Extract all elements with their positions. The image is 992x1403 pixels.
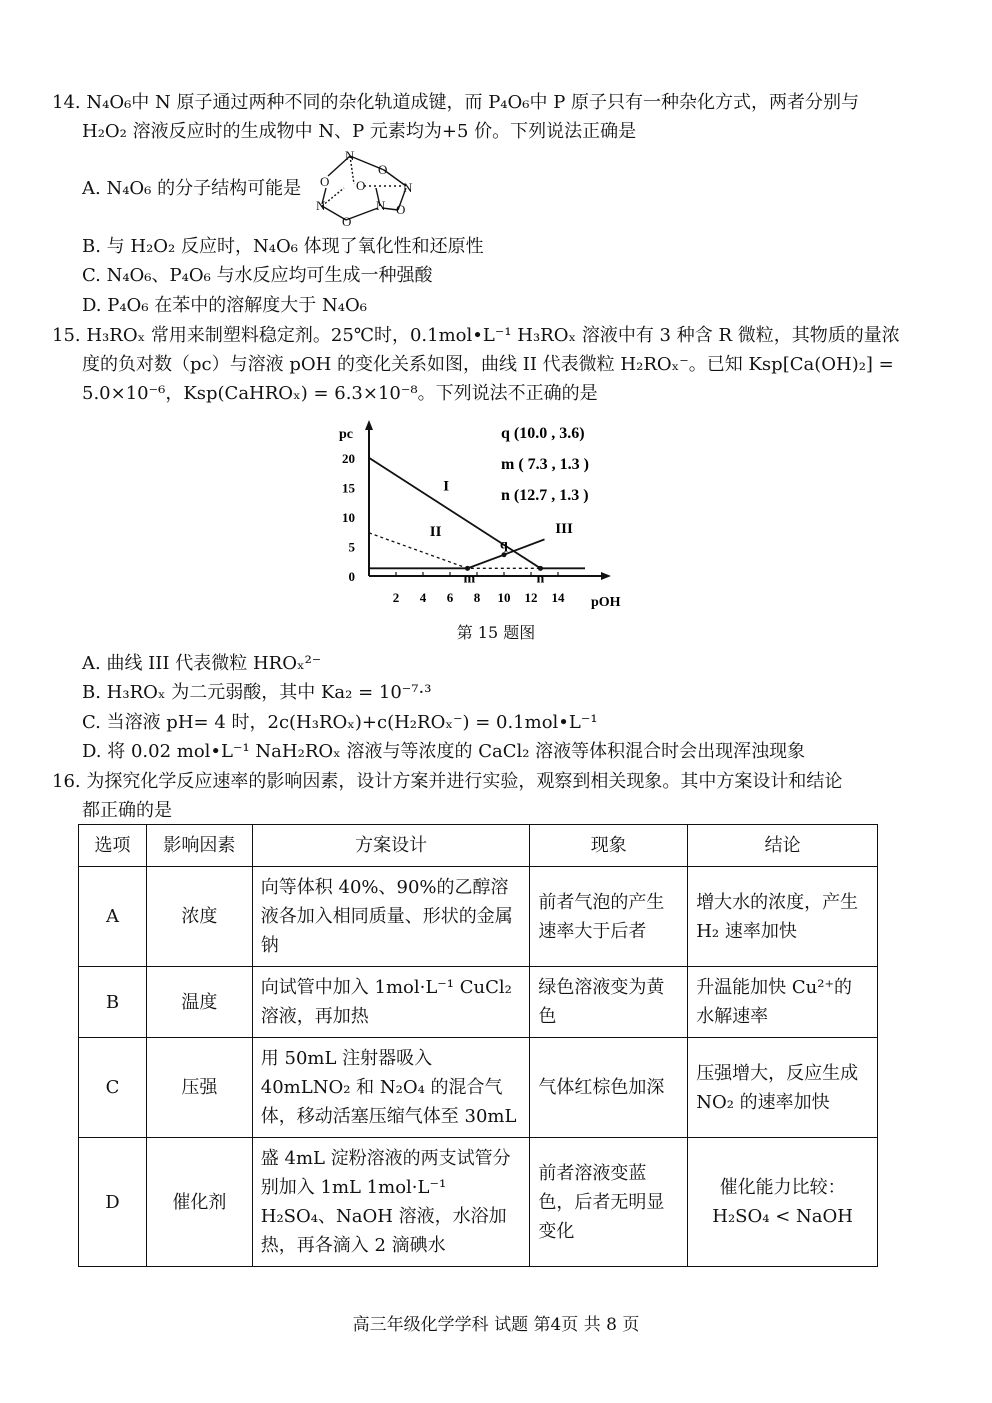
cell-factor: 催化剂 — [146, 1138, 252, 1267]
atom-o-top-right: O — [378, 162, 388, 177]
y-tick-label: 20 — [342, 450, 355, 466]
cell-design: 用 50mL 注射器吸入 40mLNO₂ 和 N₂O₄ 的混合气体，移动活塞压缩气体至 30mL — [252, 1038, 530, 1138]
cell-conclusion: 催化能力比较：H₂SO₄ < NaOH — [688, 1138, 878, 1267]
cell-factor: 浓度 — [146, 867, 252, 967]
point-label-m: m — [463, 571, 476, 587]
q15-stem-line3: 5.0×10⁻⁶，Ksp(CaHROₓ) = 6.3×10⁻⁸。下列说法不正确的是 — [82, 383, 598, 404]
atom-o-center: O — [356, 178, 366, 193]
table-row — [79, 1038, 878, 1138]
cell-conclusion: 增大水的浓度，产生 H₂ 速率加快 — [688, 867, 878, 967]
atom-n-top: N — [345, 148, 355, 163]
cell-conclusion: 压强增大，反应生成 NO₂ 的速率加快 — [688, 1038, 878, 1138]
series-label-ii: II — [429, 523, 442, 540]
cell-factor: 压强 — [146, 1038, 252, 1138]
q14-stem-line1: 14. N₄O₆中 N 原子通过两种不同的杂化轨道成键，而 P₄O₆中 P 原子只有一种杂化方式，两者分别与 — [52, 92, 860, 113]
table-row — [79, 1138, 878, 1267]
x-tick-label: 4 — [419, 590, 427, 605]
atom-n-left: N — [316, 198, 326, 213]
x-tick-label: 6 — [446, 590, 454, 605]
atom-n-right: N — [403, 180, 413, 195]
y-tick-label: 0 — [348, 569, 355, 584]
x-tick-label: 10 — [497, 590, 511, 605]
y-tick-label: 5 — [348, 539, 355, 555]
q14-option-c: C. N₄O₆、P₄O₆ 与水反应均可生成一种强酸 — [82, 265, 433, 286]
point-label-n: n — [536, 571, 545, 587]
cell-phenomenon: 前者溶液变蓝色，后者无明显变化 — [530, 1138, 688, 1267]
header-conclusion: 结论 — [688, 825, 878, 867]
x-tick-label: 12 — [524, 590, 538, 605]
atom-o-left: O — [320, 174, 330, 189]
series-label-iii: III — [555, 520, 573, 537]
q15-option-a: A. 曲线 III 代表微粒 HROₓ²⁻ — [82, 653, 322, 674]
q14-option-b: B. 与 H₂O₂ 反应时，N₄O₆ 体现了氧化性和还原性 — [82, 236, 484, 257]
q15-stem-line1: 15. H₃ROₓ 常用来制塑料稳定剂。25℃时，0.1mol•L⁻¹ H₃ROₓ 溶液中有 3 种含 R 微粒，其物质的量浓 — [52, 325, 900, 346]
point-label-q: q — [500, 537, 508, 553]
series-line-i — [369, 458, 585, 569]
cell-phenomenon: 气体红棕色加深 — [530, 1038, 688, 1138]
cell-conclusion: 升温能加快 Cu²⁺的水解速率 — [688, 967, 878, 1038]
point-annotation: q (10.0 , 3.6) — [501, 425, 585, 442]
page-footer: 高三年级化学学科 试题 第4页 共 8 页 — [352, 1315, 640, 1335]
x-tick-label: 2 — [392, 590, 400, 605]
table-row — [79, 967, 878, 1038]
x-axis-arrow — [601, 572, 611, 580]
q15-option-c: C. 当溶液 pH= 4 时，2c(H₃ROₓ)+c(H₂ROₓ⁻) = 0.1mol•L⁻¹ — [82, 712, 598, 733]
x-tick-label: 8 — [473, 590, 481, 605]
q15-option-d: D. 将 0.02 mol•L⁻¹ NaH₂ROₓ 溶液与等浓度的 CaCl₂ 溶液等体积混合时会出现浑浊现象 — [82, 741, 806, 762]
x-tick-label: 14 — [551, 590, 565, 605]
q15-option-b: B. H₃ROₓ 为二元弱酸，其中 Ka₂ = 10⁻⁷·³ — [82, 682, 432, 703]
atom-o-bottom: O — [342, 214, 352, 228]
q15-stem-line2: 度的负对数（pc）与溶液 pOH 的变化关系如图，曲线 II 代表微粒 H₂ROₓ⁻。已知 Ksp[Ca(OH)₂] = — [82, 354, 894, 375]
header-phenomenon: 现象 — [530, 825, 688, 867]
atom-n-bottom: N — [376, 198, 386, 213]
q16-stem-line1: 16. 为探究化学反应速率的影响因素，设计方案并进行实验，观察到相关现象。其中方案设计和结论 — [52, 771, 843, 792]
q14-option-a: A. N₄O₆ 的分子结构可能是 — [82, 178, 302, 199]
cell-option: D — [79, 1138, 147, 1267]
header-option: 选项 — [79, 825, 147, 867]
point-annotation: m ( 7.3 , 1.3 ) — [501, 456, 589, 473]
point-annotation: n (12.7 , 1.3 ) — [501, 487, 589, 504]
q16-experiment-table — [78, 824, 878, 1267]
point-m — [465, 566, 470, 571]
atom-o-right: O — [396, 202, 406, 217]
cell-option: A — [79, 867, 147, 967]
table-row — [79, 867, 878, 967]
y-axis-arrow — [365, 420, 373, 430]
series-label-i: I — [443, 478, 450, 495]
cell-option: C — [79, 1038, 147, 1138]
q14-option-d: D. P₄O₆ 在苯中的溶解度大于 N₄O₆ — [82, 295, 367, 316]
cell-design: 向试管中加入 1mol·L⁻¹ CuCl₂ 溶液，再加热 — [252, 967, 530, 1038]
y-tick-label: 15 — [342, 480, 355, 496]
cell-factor: 温度 — [146, 967, 252, 1038]
header-factor: 影响因素 — [146, 825, 252, 867]
header-design: 方案设计 — [252, 825, 530, 867]
n4o6-molecule-diagram — [312, 148, 422, 228]
q16-stem-line2: 都正确的是 — [82, 800, 172, 821]
cell-phenomenon: 绿色溶液变为黄色 — [530, 967, 688, 1038]
x-axis-label: pOH — [591, 595, 621, 610]
q15-figure-caption: 第 15 题图 — [456, 623, 536, 642]
cell-option: B — [79, 967, 147, 1038]
cell-phenomenon: 前者气泡的产生速率大于后者 — [530, 867, 688, 967]
cell-design: 盛 4mL 淀粉溶液的两支试管分别加入 1mL 1mol·L⁻¹ H₂SO₄、NaOH 溶液，水浴加热，再各滴入 2 滴碘水 — [252, 1138, 530, 1267]
y-axis-label: pc — [339, 427, 353, 442]
cell-design: 向等体积 40%、90%的乙醇溶液各加入相同质量、形状的金属钠 — [252, 867, 530, 967]
series-line-ii — [369, 533, 585, 568]
point-n — [538, 566, 543, 571]
y-tick-label: 10 — [342, 509, 355, 525]
table-header-row — [79, 825, 878, 867]
q14-stem-line2: H₂O₂ 溶液反应时的生成物中 N、P 元素均为+5 价。下列说法正确是 — [82, 121, 637, 142]
pc-poh-chart — [335, 418, 635, 614]
point-q — [502, 552, 507, 557]
